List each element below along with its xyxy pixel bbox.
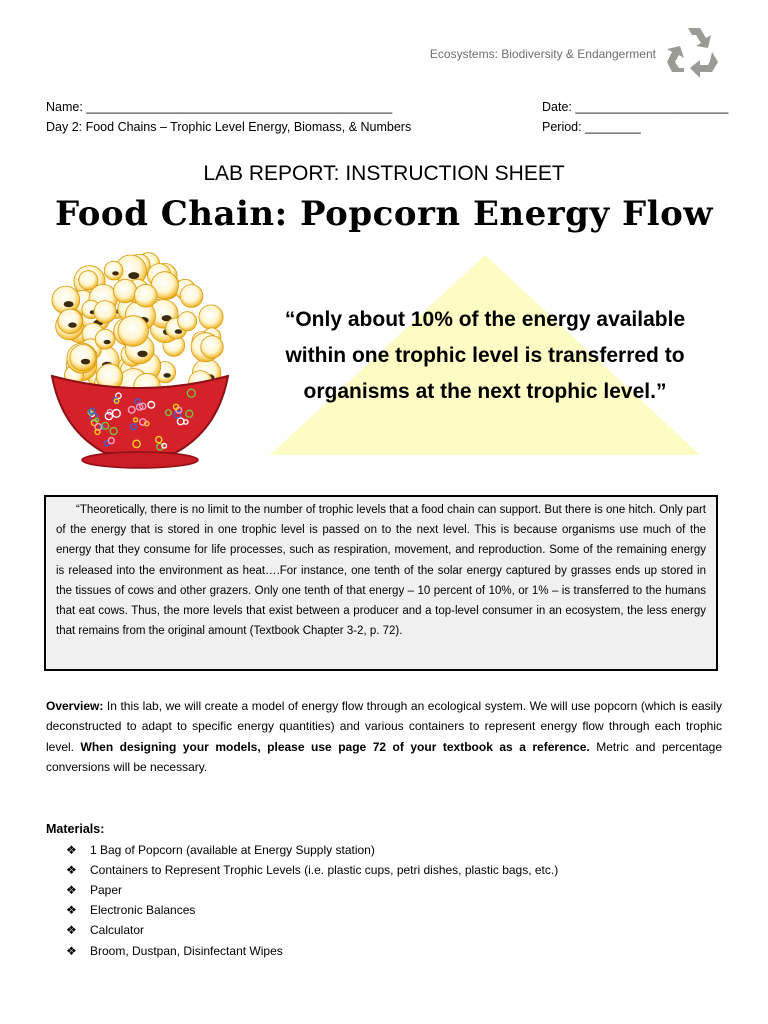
- list-item: [66, 860, 558, 880]
- textbook-excerpt-box: [44, 495, 718, 671]
- list-item: [66, 880, 558, 900]
- popcorn-hull: [112, 271, 119, 275]
- material-label: Broom, Dustpan, Disinfectant Wipes: [90, 943, 283, 958]
- diamond-bullet-icon: ❖: [66, 843, 77, 858]
- list-item: [66, 920, 558, 940]
- popcorn-kernel: [201, 336, 224, 359]
- popcorn-hull: [128, 272, 139, 279]
- popcorn-kernel: [79, 271, 98, 290]
- popcorn-hull: [81, 359, 90, 365]
- popcorn-kernel: [118, 316, 149, 347]
- main-title: Food Chain: Popcorn Energy Flow: [54, 194, 714, 234]
- material-label: Calculator: [90, 923, 145, 938]
- diamond-bullet-icon: ❖: [66, 863, 77, 878]
- popcorn-kernel: [114, 279, 137, 302]
- popcorn-kernel: [94, 301, 116, 323]
- overview-tail-text: Metric and percentage conversions will be necessary.: [46, 739, 722, 775]
- popcorn-bowl-image: [40, 248, 240, 473]
- energy-quote: [270, 302, 700, 410]
- popcorn-hull: [137, 351, 147, 357]
- material-label: Electronic Balances: [90, 903, 196, 918]
- quote-line-3: organisms at the next trophic level.”: [303, 380, 667, 403]
- day-line: Day 2: Food Chains – Trophic Level Energy, Biomass, & Numbers: [46, 120, 412, 134]
- diamond-bullet-icon: ❖: [66, 923, 77, 938]
- material-label: Paper: [90, 883, 123, 898]
- popcorn-kernel: [134, 284, 157, 307]
- overview-text: In this lab, we will create a model of energy flow through an ecological system. We will use popcorn (which is easily deconstructed to adapt to specific energy quantities) and various containers to represent energy flow through each trophic level.: [46, 699, 722, 754]
- popcorn-kernel: [70, 345, 96, 371]
- popcorn-hull: [64, 301, 74, 307]
- popcorn-kernel: [178, 312, 197, 331]
- diamond-bullet-icon: ❖: [66, 943, 77, 958]
- quote-line-1: “Only about 10% of the energy available: [284, 308, 686, 331]
- report-title: LAB REPORT: INSTRUCTION SHEET: [203, 162, 565, 185]
- date-field: Date: ______________________: [542, 100, 729, 114]
- quote-line-2: within one trophic level is transferred to: [285, 344, 685, 367]
- overview-label: Overview:: [46, 699, 104, 713]
- popcorn-kernel: [199, 305, 223, 329]
- overview-bold-text: When designing your models, please use page 72 of your textbook as a reference.: [80, 739, 590, 754]
- popcorn-hull: [68, 322, 77, 327]
- list-item: [66, 940, 558, 960]
- list-item: [66, 840, 558, 860]
- period-field: Period: ________: [542, 120, 641, 134]
- diamond-bullet-icon: ❖: [66, 883, 77, 898]
- material-label: 1 Bag of Popcorn (available at Energy Supply station): [90, 843, 375, 858]
- popcorn-hull: [104, 340, 111, 344]
- materials-list: [66, 840, 558, 961]
- popcorn-hull: [175, 329, 182, 334]
- popcorn-kernel: [95, 329, 115, 349]
- diamond-bullet-icon: ❖: [66, 903, 77, 918]
- course-header: Ecosystems: Biodiversity & Endangerment: [429, 47, 656, 61]
- popcorn-kernel: [58, 309, 83, 334]
- popcorn-kernel: [180, 285, 203, 308]
- popcorn-hull: [163, 373, 170, 378]
- materials-heading: Materials:: [46, 822, 105, 836]
- name-field: Name: ____________________________________________: [46, 100, 393, 114]
- popcorn-kernel: [104, 261, 123, 280]
- textbook-excerpt: “Theoretically, there is no limit to the number of trophic levels that a food chain can support. But there is one hitch. Only part of the energy that is stored in one trophic level is passed on to the next level. This is because organisms use much of the energy that they consume for life processes, such as respiration, movement, and reproduction. Some of the remaining energy is released into the environment as heat….For instance, one tenth of the solar energy captured by grasses ends up stored in the tissues of cows and other grazers. Only one tenth of that energy – 10 percent of 10%, or 1% – is transferred to the humans that eat cows. Thus, the more levels that exist between a producer and a top-level consumer in an ecosystem, the less energy that remains from the original amount (Textbook Chapter 3-2, p. 72).: [56, 504, 706, 638]
- recycle-icon: [664, 22, 724, 82]
- overview-paragraph: [46, 696, 722, 778]
- list-item: [66, 900, 558, 920]
- material-label: Containers to Represent Trophic Levels (i.e. plastic cups, petri dishes, plastic bags, etc.): [90, 863, 559, 878]
